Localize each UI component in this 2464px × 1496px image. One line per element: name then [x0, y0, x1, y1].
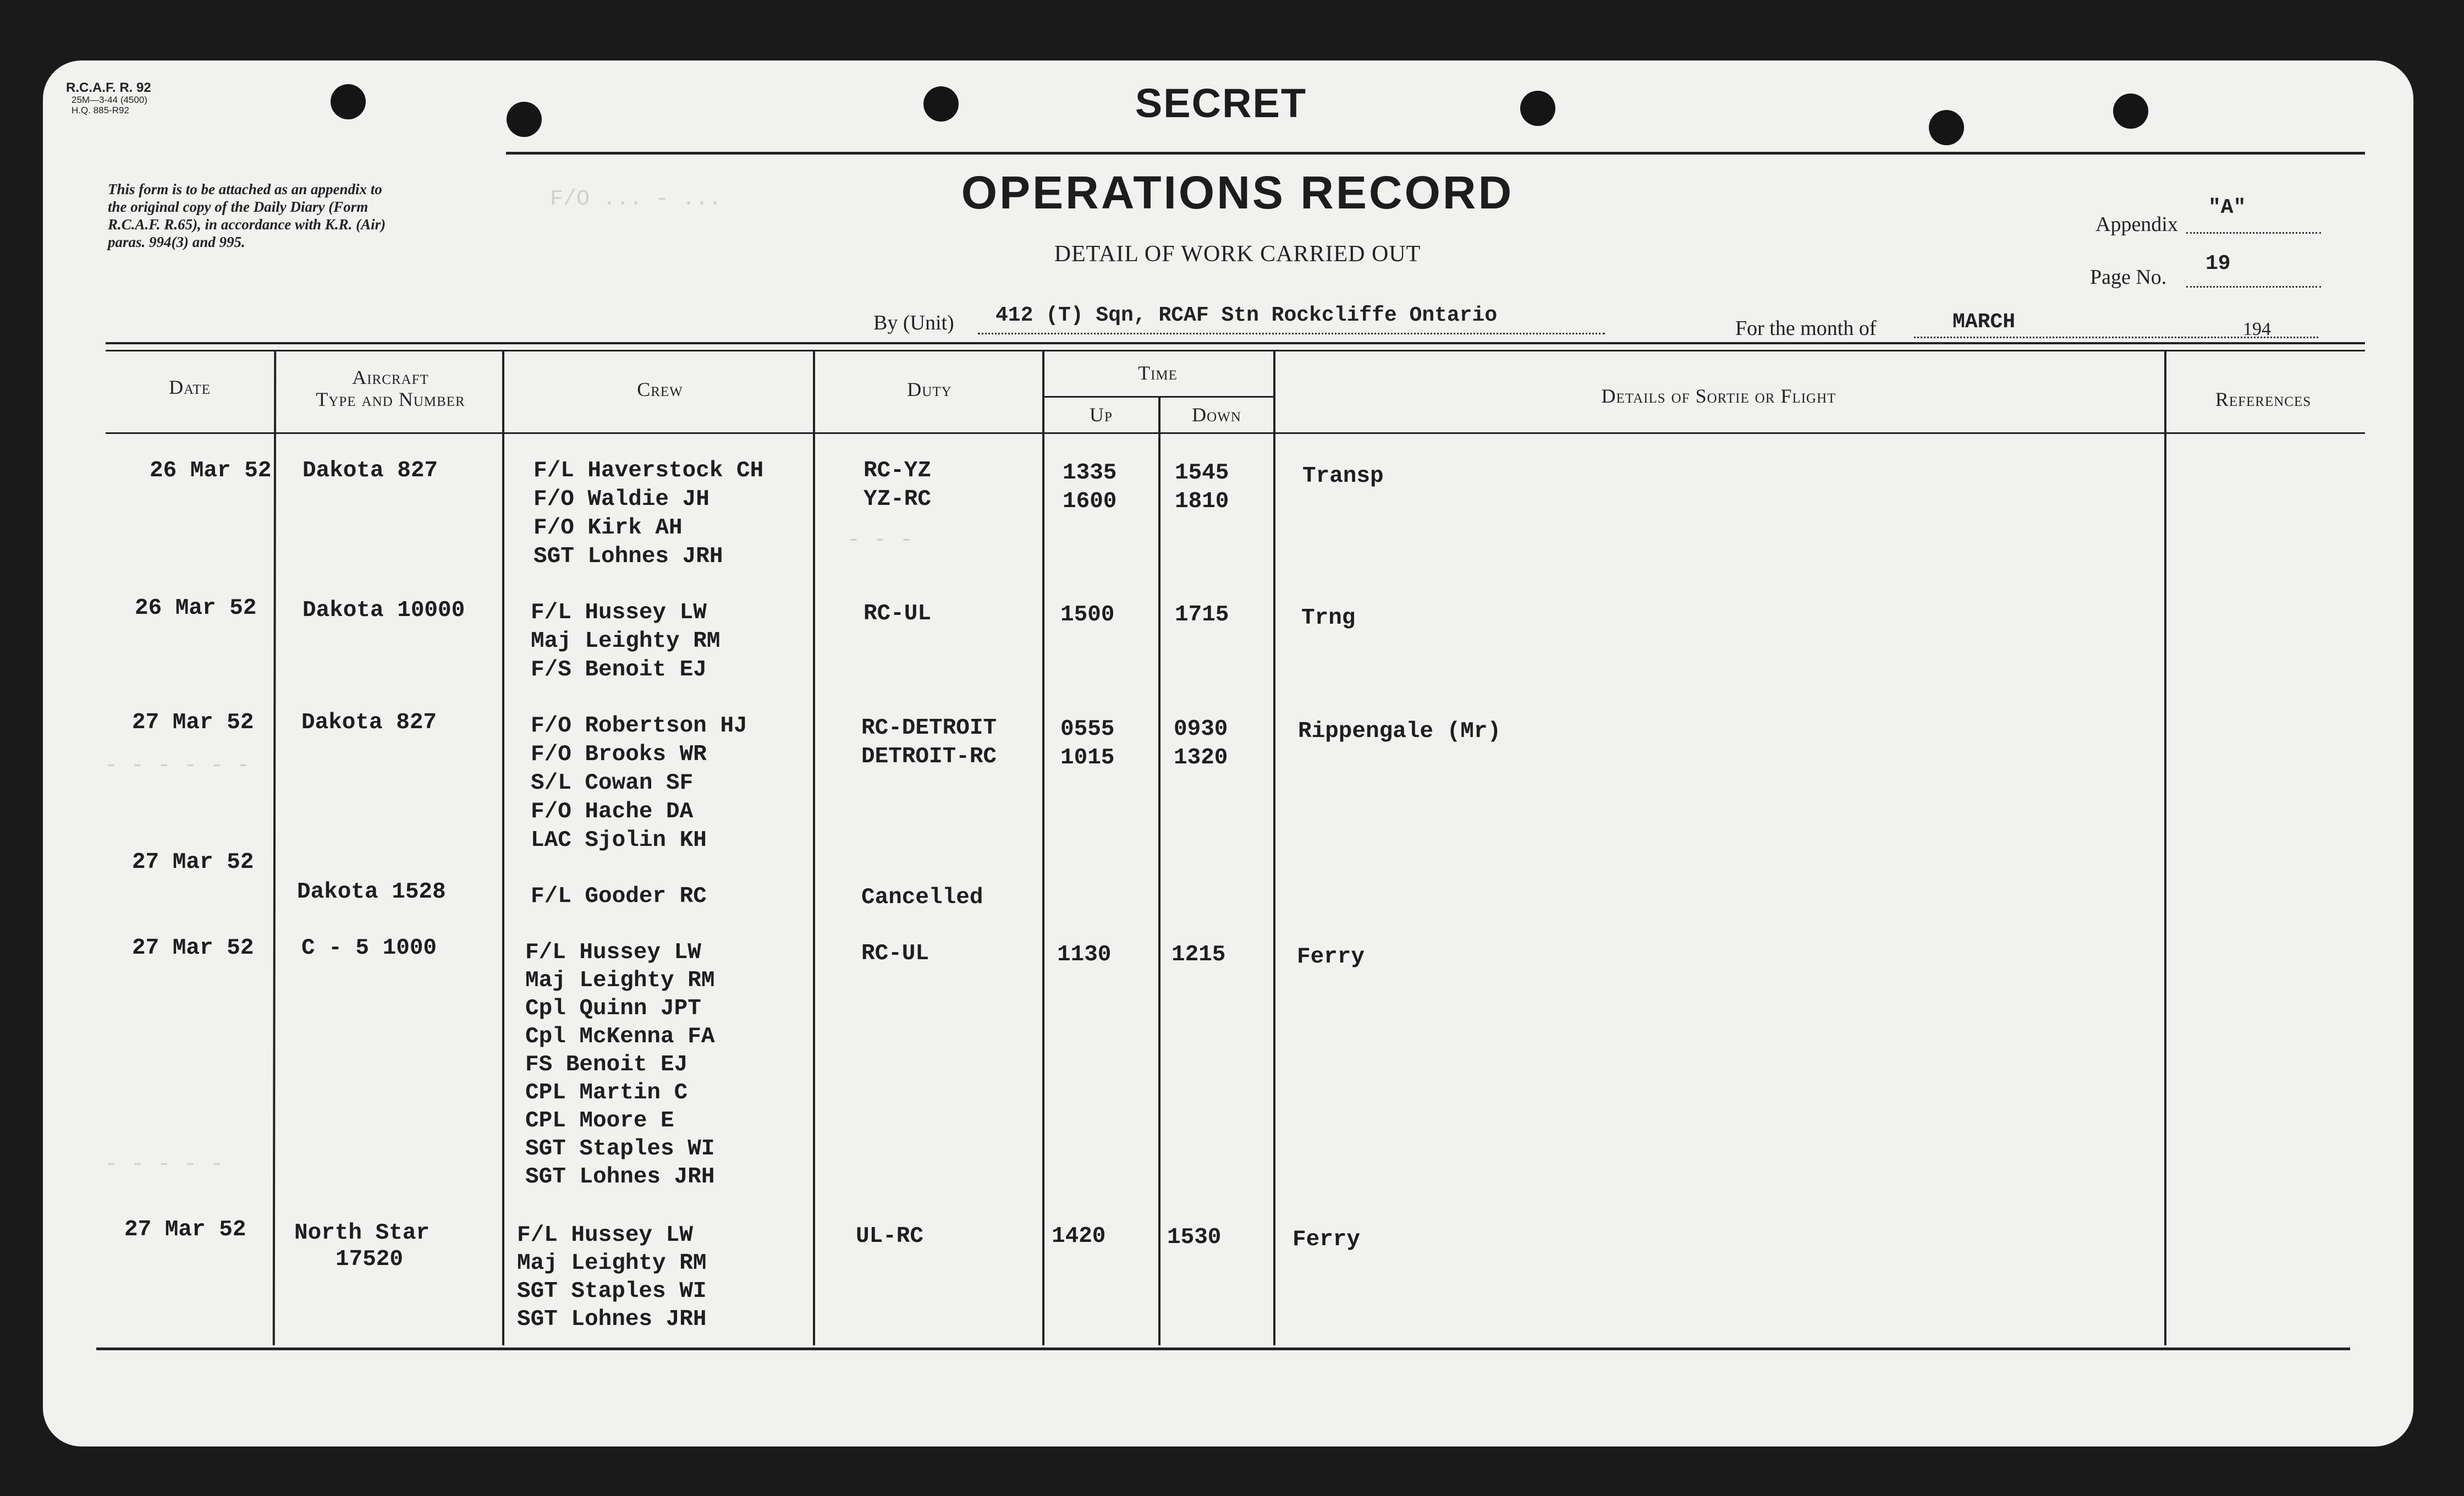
- entry-crew: F/L Gooder RC: [531, 884, 707, 909]
- punch-hole: [2113, 94, 2148, 129]
- entry-date: 27 Mar 52: [132, 710, 254, 735]
- entry-duty: RC-UL: [861, 941, 930, 966]
- entry-crew: F/L Hussey LW: [531, 600, 707, 625]
- month-label: For the month of: [1735, 317, 1877, 340]
- entry-crew: CPL Moore E: [525, 1108, 674, 1134]
- column-divider: [1042, 350, 1044, 1345]
- header-duty: Duty: [907, 378, 952, 400]
- entry-crew: F/O Hache DA: [531, 799, 694, 824]
- entry-duty: RC-DETROIT: [861, 716, 997, 741]
- entry-aircraft: Dakota 827: [302, 458, 438, 483]
- entry-up: 1420: [1052, 1224, 1106, 1249]
- entry-crew: SGT Staples WI: [525, 1136, 715, 1162]
- classification-stamp: SECRET: [1135, 80, 1307, 126]
- column-divider: [2164, 350, 2166, 1345]
- appendix-value: "A": [2208, 196, 2246, 219]
- entry-duty: UL-RC: [856, 1224, 924, 1249]
- entry-duty: RC-YZ: [864, 458, 932, 483]
- entry-up: 1335: [1063, 460, 1117, 486]
- punch-hole: [923, 86, 959, 122]
- page-title: OPERATIONS RECORD: [961, 167, 1514, 218]
- entry-up: 1130: [1057, 942, 1112, 967]
- bleed-through: - - -: [847, 528, 914, 553]
- punch-hole: [507, 102, 542, 137]
- entry-crew: F/L Hussey LW: [525, 940, 701, 965]
- entry-date: 27 Mar 52: [132, 936, 254, 961]
- entry-details: Trng: [1301, 606, 1356, 631]
- entry-date: 26 Mar 52: [150, 458, 272, 483]
- unit-value: 412 (T) Sqn, RCAF Stn Rockcliffe Ontario: [996, 304, 1498, 327]
- punch-hole: [1929, 110, 1964, 145]
- month-value: MARCH: [1953, 310, 2016, 334]
- column-divider: [1158, 396, 1160, 1345]
- entry-crew: SGT Lohnes JRH: [525, 1164, 715, 1190]
- entry-crew: F/L Hussey LW: [517, 1223, 693, 1248]
- punch-hole: [331, 84, 366, 119]
- entry-details: Ferry: [1297, 944, 1365, 970]
- entry-duty: Cancelled: [861, 885, 983, 910]
- entry-crew: F/O Robertson HJ: [531, 713, 747, 739]
- column-divider: [502, 350, 504, 1345]
- entry-aircraft: Dakota 10000: [302, 598, 465, 623]
- entry-details: Ferry: [1292, 1227, 1361, 1252]
- appendix-line: [2186, 232, 2321, 234]
- entry-date: 26 Mar 52: [135, 596, 257, 621]
- entry-duty: YZ-RC: [864, 487, 932, 512]
- entry-down: 1715: [1175, 602, 1229, 628]
- entry-down: 0930: [1174, 717, 1228, 742]
- entry-down: 1530: [1167, 1225, 1222, 1250]
- unit-line: [978, 333, 1605, 334]
- entry-crew: SGT Lohnes JRH: [534, 544, 723, 569]
- header-bottom-rule: [106, 432, 2365, 434]
- entry-crew: Cpl Quinn JPT: [525, 996, 701, 1021]
- unit-label: By (Unit): [873, 311, 954, 334]
- header-time: Time: [1138, 362, 1178, 384]
- entry-aircraft: North Star: [294, 1220, 430, 1246]
- entry-date: 27 Mar 52: [124, 1217, 246, 1242]
- page-subtitle: DETAIL OF WORK CARRIED OUT: [1054, 241, 1421, 267]
- entry-down: 1215: [1172, 942, 1226, 967]
- entry-crew: S/L Cowan SF: [531, 771, 694, 796]
- entry-down: 1545: [1175, 460, 1229, 486]
- entry-up: 1500: [1060, 602, 1115, 628]
- entry-duty: DETROIT-RC: [861, 744, 997, 769]
- header-aircraft-line1: Aircraft: [352, 366, 429, 388]
- time-sub-rule: [1042, 396, 1273, 398]
- header-down: Down: [1192, 404, 1241, 426]
- attachment-note: This form is to be attached as an appendix to the original copy of the Daily Diary (Form R.C.A.F. R.65), in accordance with K.R. (Air) paras. 994(3) and 995.: [108, 181, 386, 250]
- year-prefix: 194: [2243, 319, 2271, 339]
- top-rule: [506, 152, 2365, 155]
- entry-crew: Cpl McKenna FA: [525, 1024, 715, 1049]
- entry-aircraft: Dakota 827: [301, 710, 437, 735]
- table-top-rule: [106, 342, 2365, 344]
- entry-aircraft: Dakota 1528: [297, 879, 446, 905]
- entry-crew: SGT Staples WI: [517, 1279, 707, 1304]
- entry-up: 1600: [1063, 489, 1117, 514]
- entry-up: 0555: [1060, 717, 1115, 742]
- appendix-label: Appendix: [2096, 213, 2178, 236]
- entry-crew: SGT Lohnes JRH: [517, 1307, 707, 1332]
- entry-aircraft-number: 17520: [336, 1247, 404, 1272]
- header-crew: Crew: [637, 378, 683, 400]
- entry-crew: LAC Sjolin KH: [531, 828, 707, 853]
- entry-up: 1015: [1060, 745, 1115, 771]
- header-date: Date: [169, 376, 211, 398]
- punch-hole: [1520, 91, 1555, 126]
- entry-down: 1810: [1175, 489, 1229, 514]
- entry-down: 1320: [1174, 745, 1228, 771]
- entry-crew: F/L Haverstock CH: [534, 458, 764, 483]
- header-aircraft: [280, 366, 501, 410]
- header-references: References: [2215, 388, 2312, 410]
- column-divider: [1273, 350, 1275, 1345]
- entry-crew: CPL Martin C: [525, 1080, 688, 1106]
- page-number: 19: [2206, 252, 2231, 276]
- table-bottom-rule: [96, 1348, 2350, 1350]
- page-label: Page No.: [2090, 266, 2167, 289]
- entry-crew: Maj Leighty RM: [517, 1251, 707, 1276]
- form-code: R.C.A.F. R. 92 25M—3-44 (4500) H.Q. 885-R92: [66, 80, 151, 116]
- entry-crew: FS Benoit EJ: [525, 1052, 688, 1077]
- table-top-rule-2: [106, 350, 2365, 351]
- bleed-through: - - - - -: [105, 1152, 224, 1177]
- entry-details: Transp: [1302, 464, 1384, 489]
- entry-duty: RC-UL: [864, 601, 932, 626]
- entry-crew: Maj Leighty RM: [531, 629, 721, 654]
- entry-aircraft: C - 5 1000: [301, 936, 437, 961]
- bleed-through: F/O ... - ...: [550, 187, 722, 212]
- bleed-through: - - - - - -: [105, 754, 250, 778]
- entry-crew: F/O Brooks WR: [531, 742, 707, 767]
- entry-crew: F/O Kirk AH: [534, 515, 683, 541]
- page-line: [2186, 286, 2321, 288]
- entry-date: 27 Mar 52: [132, 850, 254, 875]
- entry-crew: F/O Waldie JH: [534, 487, 710, 512]
- entry-details: Rippengale (Mr): [1298, 719, 1502, 744]
- header-aircraft-line2: Type and Number: [316, 388, 465, 410]
- header-details: Details of Sortie or Flight: [1601, 385, 1836, 407]
- entry-crew: F/S Benoit EJ: [531, 657, 707, 683]
- entry-crew: Maj Leighty RM: [525, 968, 715, 993]
- column-divider: [813, 350, 815, 1345]
- header-up: Up: [1090, 404, 1113, 426]
